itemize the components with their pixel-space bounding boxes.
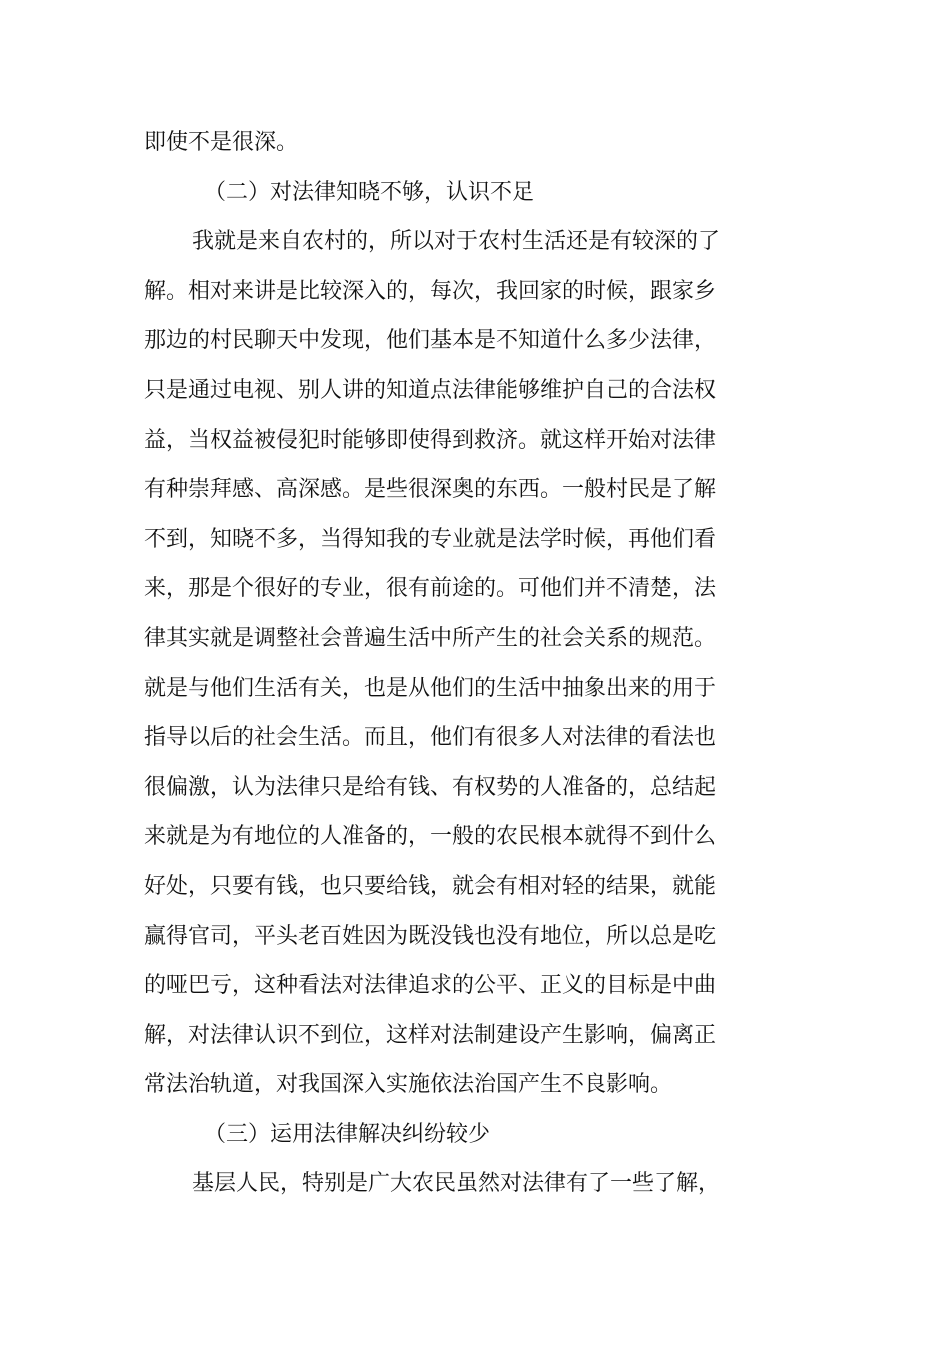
section-heading-3: （三）运用法律解决纠纷较少 — [204, 1121, 491, 1147]
text-line: 来，那是个很好的专业，很有前途的。可他们并不清楚，法 — [144, 576, 717, 602]
text-line: 赢得官司，平头老百姓因为既没钱也没有地位，所以总是吃 — [144, 923, 717, 949]
text-line: 很偏激，认为法律只是给有钱、有权势的人准备的，总结起 — [144, 774, 717, 800]
text-line: 好处，只要有钱，也只要给钱，就会有相对轻的结果，就能 — [144, 873, 717, 899]
text-line: 不到，知晓不多，当得知我的专业就是法学时候，再他们看 — [144, 526, 717, 552]
text-line: 来就是为有地位的人准备的，一般的农民根本就得不到什么 — [144, 824, 717, 850]
body-text — [144, 118, 744, 1209]
text-line: 益，当权益被侵犯时能够即使得到救济。就这样开始对法律 — [144, 427, 717, 453]
text-line: 解，对法律认识不到位，这样对法制建设产生影响，偏离正 — [144, 1022, 717, 1048]
text-line: 解。相对来讲是比较深入的，每次，我回家的时候，跟家乡 — [144, 278, 717, 304]
text-line: 有种崇拜感、高深感。是些很深奥的东西。一般村民是了解 — [144, 477, 717, 503]
text-line: 就是与他们生活有关，也是从他们的生活中抽象出来的用于 — [144, 675, 717, 701]
paragraph-first-line: 基层人民，特别是广大农民虽然对法律有了一些了解， — [192, 1171, 721, 1197]
text-line: 即使不是很深。 — [144, 130, 299, 155]
text-line: 指导以后的社会生活。而且，他们有很多人对法律的看法也 — [144, 725, 717, 751]
section-heading-2: （二）对法律知晓不够，认识不足 — [204, 179, 535, 205]
paragraph-first-line: 我就是来自农村的，所以对于农村生活还是有较深的了 — [192, 229, 721, 255]
text-line: 的哑巴亏，这种看法对法律追求的公平、正义的目标是中曲 — [144, 973, 717, 999]
text-line: 律其实就是调整社会普遍生活中所产生的社会关系的规范。 — [144, 625, 717, 651]
text-line: 只是通过电视、别人讲的知道点法律能够维护自己的合法权 — [144, 377, 717, 403]
text-line: 那边的村民聊天中发现，他们基本是不知道什么多少法律， — [144, 328, 717, 354]
text-line: 常法治轨道，对我国深入实施依法治国产生不良影响。 — [144, 1072, 673, 1098]
